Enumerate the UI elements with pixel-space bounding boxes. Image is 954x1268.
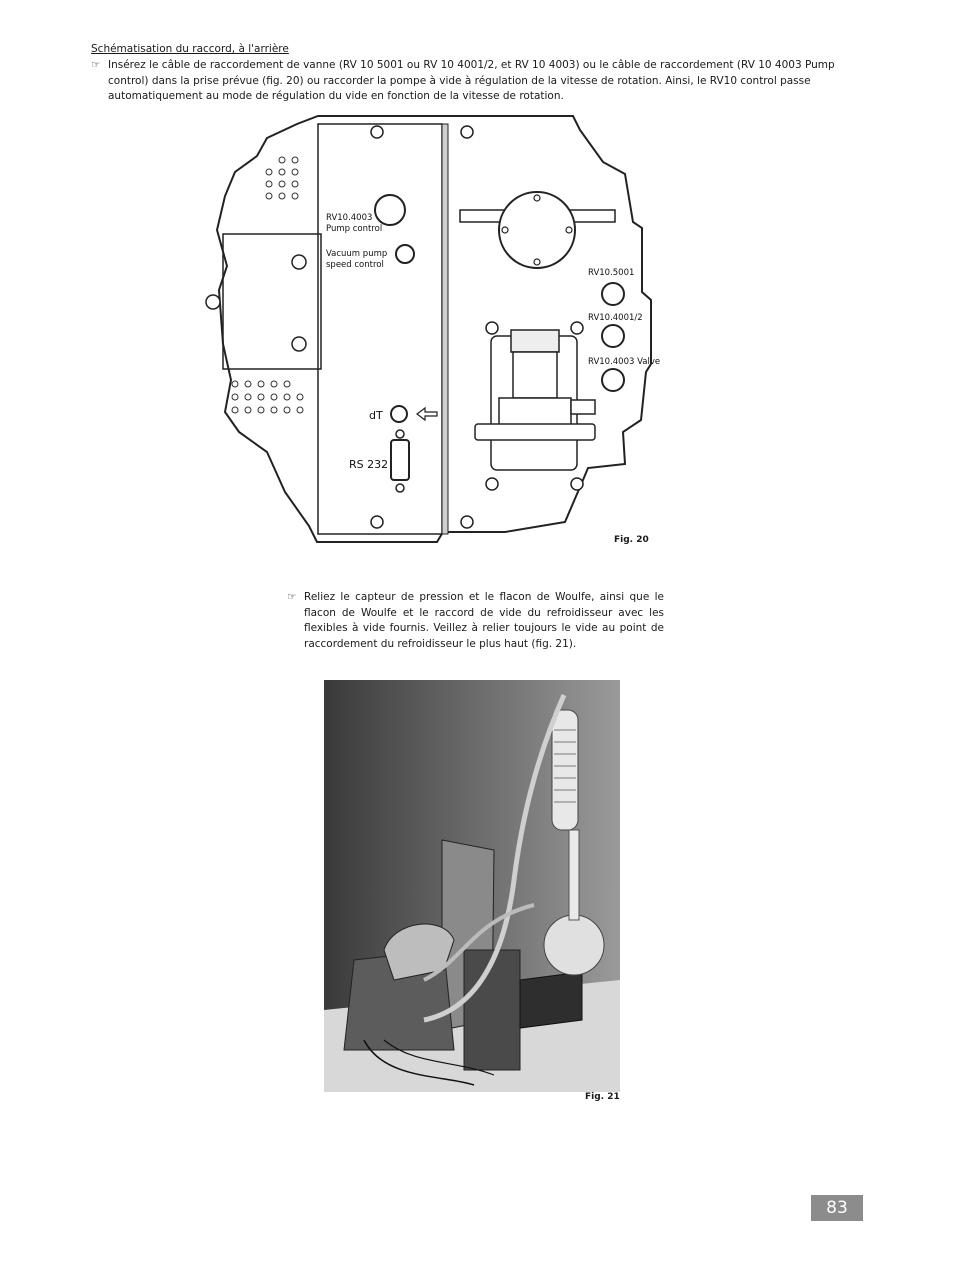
rs232-label: RS 232 <box>349 458 389 471</box>
dt-connector-icon <box>391 406 407 422</box>
figure-21-caption: Fig. 21 <box>585 1092 620 1102</box>
instruction-text-2: Reliez le capteur de pression et le flacon de Woulfe, ainsi que le flacon de Woulfe et le raccord de vide du refroidisseur avec les flexibles à vide fournis. Veillez à relier toujours le vide au point de raccordement du refroidisseur le plus haut (fig. 21). <box>304 591 664 650</box>
rear-panel-diagram <box>205 112 660 552</box>
rv4003-valve-connector-icon <box>602 369 624 391</box>
rv40012-label: RV10.4001/2 <box>588 313 643 323</box>
rv4003-label-line1: RV10.4003 <box>326 213 373 223</box>
vacuum-label-line1: Vacuum pump <box>326 249 388 259</box>
pointing-hand-icon: ☞ <box>287 591 297 603</box>
rv5001-connector-icon <box>602 283 624 305</box>
vacuum-label-line2: speed control <box>326 260 384 270</box>
rv4003valve-label: RV10.4003 Valve <box>588 357 660 367</box>
figure-20-caption: Fig. 20 <box>614 535 649 545</box>
instruction-paragraph-2 <box>287 590 664 652</box>
rv4003-label-line2: Pump control <box>326 224 383 234</box>
instruction-text-1: Insérez le câble de raccordement de vanne (RV 10 5001 ou RV 10 4001/2, et RV 10 4003) ou le câble de raccordement (RV 10 4003 Pump control) dans la prise prévue (fig. 20) ou raccorder la pompe à vide à régulation de la vitesse de rotation. Ainsi, le RV10 control passe automatiquement au mode de régulation du vide en fonction de la vitesse de rotation. <box>108 59 835 102</box>
rs232-port-icon <box>391 440 409 480</box>
page-number: 83 <box>811 1195 863 1221</box>
rv5001-label: RV10.5001 <box>588 268 635 278</box>
dt-label: dT <box>369 409 383 422</box>
pointing-hand-icon: ☞ <box>91 59 101 71</box>
rv40012-connector-icon <box>602 325 624 347</box>
rotary-evaporator-photo <box>324 680 620 1092</box>
panel-outline <box>217 116 651 542</box>
pump-control-connector-icon <box>375 195 405 225</box>
instruction-paragraph-1 <box>91 58 863 105</box>
pump-head-icon <box>499 192 575 268</box>
section-heading: Schématisation du raccord, à l'arrière <box>91 43 289 55</box>
